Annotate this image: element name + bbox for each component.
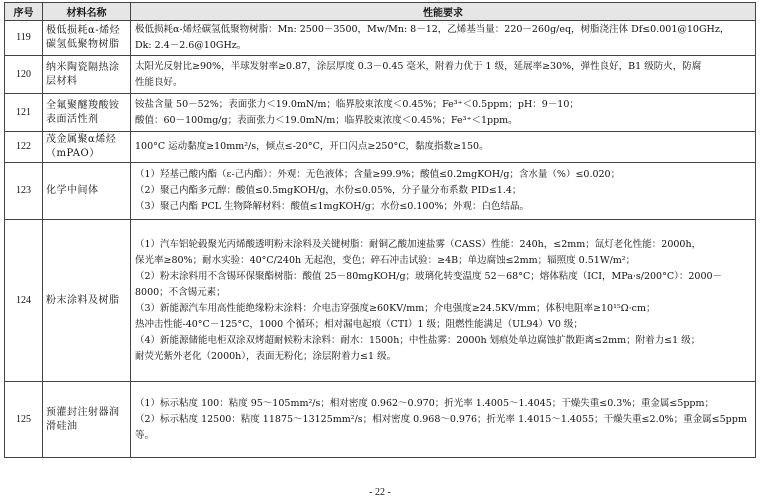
performance-requirements [131,21,756,56]
requirement-line: 性能良好。 [135,76,183,88]
table-row [5,163,756,220]
material-name: 粉末涂料及树脂 [43,220,131,382]
table-row [5,382,756,458]
table-header-row [5,3,756,21]
requirement-line: 耐荧光紫外老化（2000h），表面无粉化；涂层附着力≤1 级。 [135,350,397,362]
performance-requirements [131,56,756,94]
requirement-line: （2）粉末涂料用不含锡环保聚酯树脂：酸值 25－80mgKOH/g；玻璃化转变温度 52－68°C；熔体粘度（ICI，MPa·s/200°C）：2000－ [135,270,723,282]
header-name: 材料名称 [43,3,131,21]
requirement-line: 8000；不含锡元素； [135,286,226,298]
performance-requirements [131,132,756,163]
requirement-line: 铵盐含量 50－52%；表面张力＜19.0mN/m；临界胶束浓度＜0.45%；Fe³⁺＜0.5ppm；pH：9－10； [135,98,579,110]
requirement-line: （1）汽车铝轮毂聚光丙烯酸透明粉末涂料及关键树脂：耐铜乙酸加速盐雾（CASS）性能：240h，≤2mm；氙灯老化性能：2000h， [135,238,702,250]
requirement-line: （3）聚己内酯 PCL 生物降解材料：酸值≤1mgKOH/g；水份≤0.100%；外观：白色结晶。 [135,201,530,212]
row-number: 121 [5,94,43,132]
material-name: 全氟聚醚羧酸铵表面活性剂 [43,94,131,132]
performance-requirements [131,220,756,382]
requirement-line: 100°C 运动黏度≥10mm²/s，倾点≤-20°C，开口闪点≥250°C，黏度指数≥150。 [135,141,489,152]
requirement-line: 太阳光反射比≥90%，半球发射率≥0.87，涂层厚度 0.3－0.45 毫米，附着力优于 1 级，延展率≥30%，弹性良好，B1 级防火，防腐 [135,60,702,72]
material-name: 极低损耗α-烯烃碳氢低聚物树脂 [43,21,131,56]
requirement-line: （1）羟基己酸内酯（ε-己内酯）：外观：无色液体；含量≥99.9%；酸值≤0.2mgKOH/g；含水量（%）≤0.020； [135,169,621,180]
material-name: 预灌封注射器润滑硅油 [43,382,131,458]
requirement-line: （1）标示粘度 100：粘度 95～105mm²/s；相对密度 0.962～0.970；折光率 1.4005～1.4045；干燥失重≤0.3%；重金属≤5ppm； [135,397,715,409]
performance-requirements [131,382,756,458]
row-number: 125 [5,382,43,458]
material-name: 化学中间体 [43,163,131,220]
material-name: 纳米陶瓷隔热涂层材料 [43,56,131,94]
row-number: 124 [5,220,43,382]
table-row [5,21,756,56]
table-row [5,56,756,94]
requirement-line: 酸值：60－100mg/g；表面张力＜19.0mN/m；临界胶束浓度＜0.45%；Fe³⁺＜1ppm。 [135,114,518,126]
table-row [5,132,756,163]
row-number: 122 [5,132,43,163]
requirement-line: （3）新能源汽车用高性能绝缘粉末涂料：介电击穿强度≥60KV/mm；介电强度≥24.5KV/mm；体积电阻率≥10¹⁵Ω·cm； [135,302,656,314]
performance-requirements [131,163,756,220]
row-number: 120 [5,56,43,94]
header-no: 序号 [5,3,43,21]
requirement-line: （2）聚己内酯多元醇：酸值≤0.5mgKOH/g，水份≤0.05%，分子量分布系数 PID≤1.4； [135,185,522,196]
requirement-line: （2）标示粘度 12500：粘度 11875～13125mm²/s；相对密度 0.968～0.976；折光率 1.4015～1.4055；干燥失重≤2.0%；重金属≤5ppm [135,413,747,425]
material-name: 茂金属聚α烯烃（mPAO） [43,132,131,163]
table-row [5,220,756,382]
performance-requirements [131,94,756,132]
row-number: 119 [5,21,43,56]
requirement-line: 热冲击性能-40°C－125°C，1000 个循环；相对漏电起痕（CTI）1 级；阻燃性能满足（UL94）V0 级； [135,318,583,330]
page-number: - 22 - [369,487,391,498]
requirement-line: 等。 [135,429,155,441]
header-requirements: 性能要求 [131,3,756,21]
materials-table [4,2,756,458]
requirement-line: 保光率≥80%；耐水实验：40°C/240h 无起泡，变色；碎石冲击试验：≥4B；单边腐蚀≤2mm；辐照度 0.51W/m²； [135,254,636,266]
row-number: 123 [5,163,43,220]
requirement-line: Dk: 2.4－2.6@10GHz。 [135,40,247,51]
table-row [5,94,756,132]
requirement-line: （4）新能源储能电柜双涂双烤超耐候粉末涂料：耐水：1500h；中性盐雾：2000h 划痕处单边腐蚀扩散距离≤2mm；附着力≤1 级； [135,334,701,346]
requirement-line: 极低损耗α-烯烃碳氢低聚物树脂：Mn: 2500－3500，Mw/Mn: 8－12，乙烯基当量：220－260g/eq，树脂浇注体 Df≤0.001@10GHz， [135,24,730,35]
